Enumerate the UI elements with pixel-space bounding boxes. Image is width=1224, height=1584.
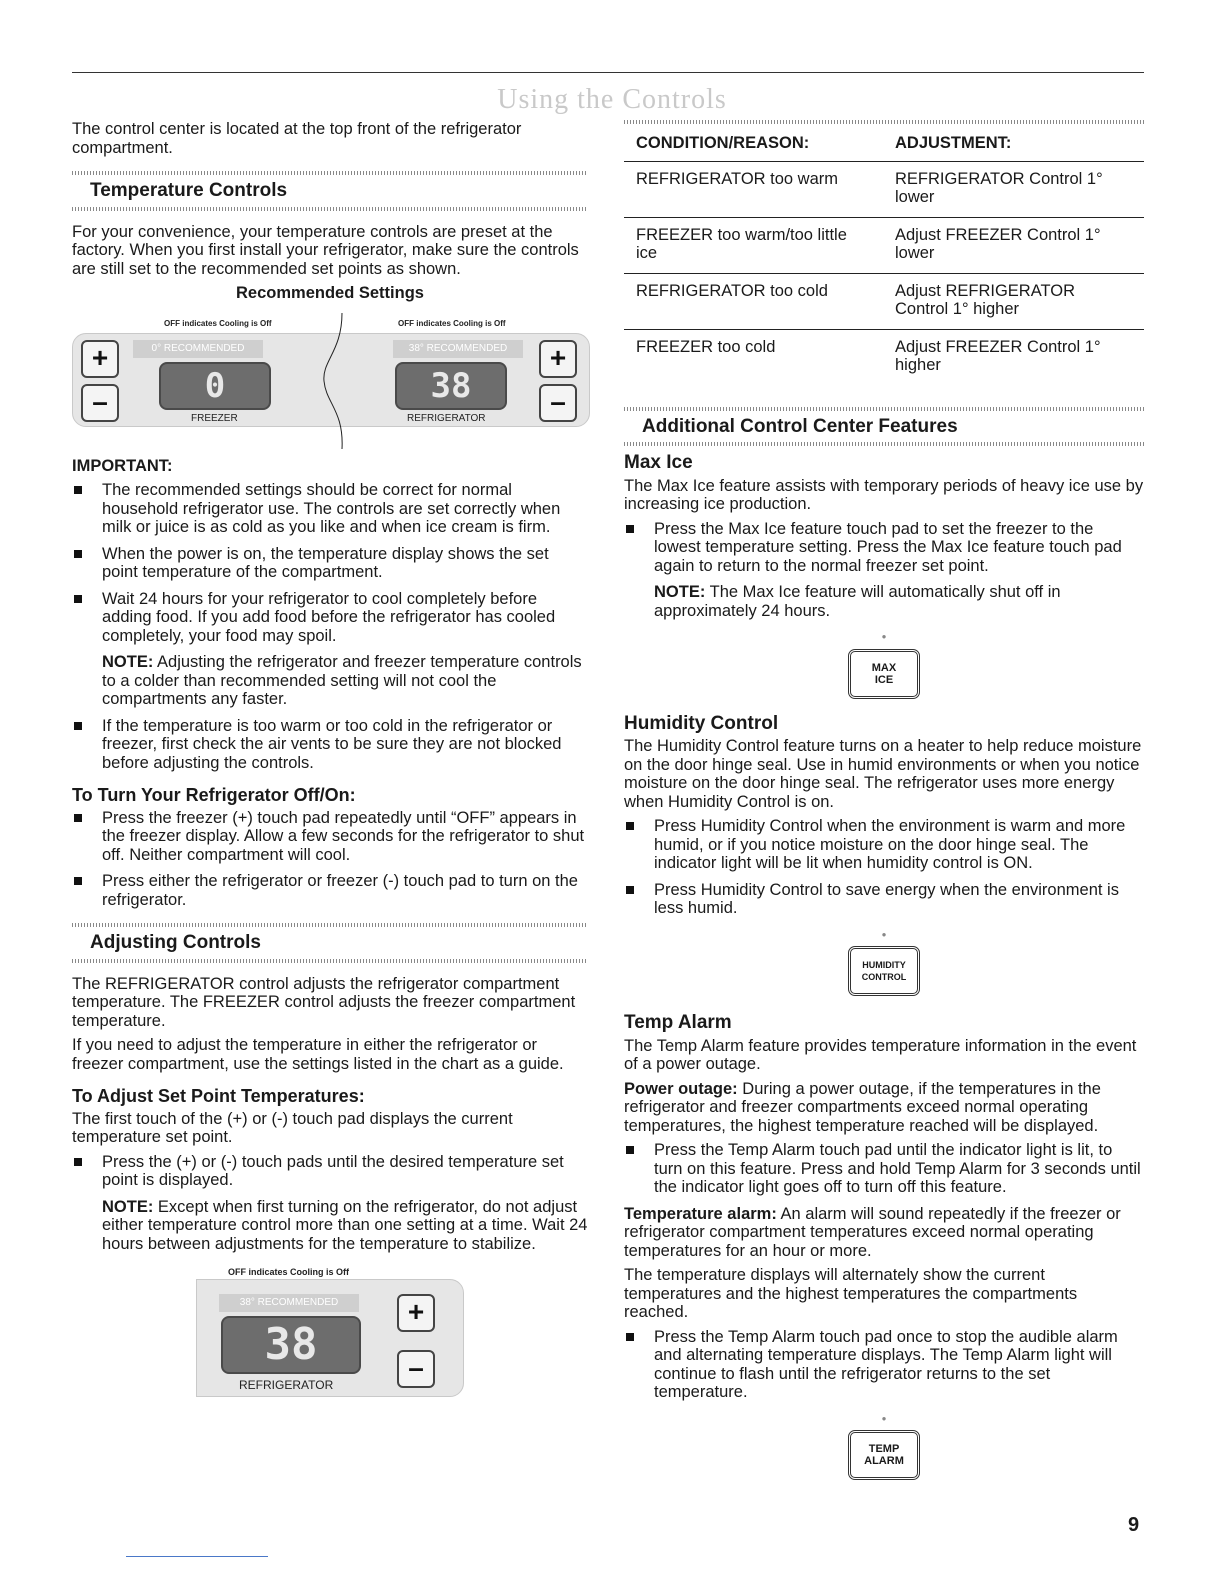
intro-text: The control center is located at the top front of the refrigerator compartment. — [72, 120, 522, 157]
table-cell: REFRIGERATOR too cold — [624, 273, 883, 329]
freezer-recommended-strip: 0° RECOMMENDED — [133, 340, 263, 358]
fridge-display: 38 — [221, 1316, 361, 1374]
table-cell: Adjust FREEZER Control 1° lower — [883, 217, 1144, 273]
important-list-cont — [72, 717, 588, 773]
temp-alarm-text: The Temp Alarm feature provides temperature information in the event of a power outage. — [624, 1036, 1137, 1073]
humidity-list — [624, 817, 1144, 918]
off-note-right: OFF indicates Cooling is Off — [398, 318, 506, 328]
temp-alarm-text-2: The temperature displays will alternately show the current temperatures and the highest temperatures the compartments reached. — [624, 1266, 1078, 1321]
note-label: NOTE: — [654, 583, 706, 601]
set-point-list — [72, 1153, 588, 1190]
section-rule — [72, 207, 588, 211]
fridge-control-panel — [196, 1279, 464, 1397]
fridge-recommended-strip: 38° RECOMMENDED — [393, 340, 523, 358]
table-cell: FREEZER too cold — [636, 337, 776, 356]
important-label: IMPORTANT: — [72, 456, 173, 475]
list-item: The recommended settings should be correct for normal household refrigerator use. The controls are set correctly when milk or juice is as cold as you like and when ice cream is firm. — [72, 481, 588, 537]
list-item: Press the Temp Alarm touch pad once to stop the audible alarm and alternating temperature displays. The Temp Alarm light will continue to flash until the refrigerator returns to the set temperature. — [624, 1328, 1144, 1402]
table-row — [624, 161, 1144, 217]
max-ice-heading: Max Ice — [624, 452, 693, 473]
recommended-settings-label: Recommended Settings — [236, 284, 424, 302]
table-header: CONDITION/REASON: — [624, 124, 883, 161]
indicator-light: ● — [881, 632, 887, 641]
adjusting-text-1: The REFRIGERATOR control adjusts the refrigerator compartment temperature. The FREEZER control adjusts the freezer compartment temperature. — [72, 974, 576, 1030]
temperature-alarm-text: Temperature alarm: An alarm will sound repeatedly if the freezer or refrigerator compartment temperatures exceed normal operating temperatures for an hour or more. — [624, 1204, 1121, 1260]
recommended-strip: 38° RECOMMENDED — [219, 1294, 359, 1312]
table-cell: Adjust REFRIGERATOR Control 1° higher — [883, 273, 1144, 329]
fridge-control-figure — [72, 1261, 588, 1401]
note-label: NOTE: — [102, 653, 154, 671]
table-row — [624, 329, 1144, 385]
humidity-control-button[interactable]: HUMIDITY CONTROL — [848, 946, 920, 996]
temp-alarm-list-2 — [624, 1328, 1144, 1402]
fridge-label: REFRIGERATOR — [407, 412, 486, 424]
recommended-settings-figure — [72, 311, 588, 451]
list-item: Press the Temp Alarm touch pad until the indicator light is lit, to turn on this feature. Press and hold Temp Alarm for 3 seconds until the indicator light goes off to turn off this feature. — [624, 1141, 1144, 1197]
note-text: NOTE: The Max Ice feature will automatically shut off in approximately 24 hours. — [654, 583, 1061, 620]
list-item: Press either the refrigerator or freezer (-) touch pad to turn on the refrigerator. — [72, 872, 588, 909]
table-row — [624, 217, 1144, 273]
freezer-label: FREEZER — [191, 412, 238, 424]
table-header: ADJUSTMENT: — [883, 124, 1144, 161]
fridge-plus-button[interactable]: + — [539, 340, 577, 378]
fridge-display: 38 — [395, 362, 507, 410]
humidity-text: The Humidity Control feature turns on a heater to help reduce moisture on the door hinge seal. Use in humid environments or when you notice moisture on the door hinge seal. The refrigerator uses more energy when Humidity Control is on. — [624, 737, 1142, 811]
set-point-heading: To Adjust Set Point Temperatures: — [72, 1086, 365, 1106]
minus-button[interactable]: – — [397, 1350, 435, 1388]
page-number: 9 — [1128, 1514, 1140, 1536]
max-ice-text: The Max Ice feature assists with temporary periods of heavy ice use by increasing ice production. — [624, 476, 1144, 513]
list-item: Press the Max Ice feature touch pad to set the freezer to the lowest temperature setting. Press the Max Ice feature touch pad again to return to the normal freezer set point. — [624, 520, 1144, 576]
set-point-text: The first touch of the (+) or (-) touch pad displays the current temperature set point. — [72, 1109, 513, 1146]
table-header-row — [624, 124, 1144, 161]
table-cell: REFRIGERATOR Control 1° lower — [883, 161, 1144, 217]
note-text: NOTE: Adjusting the refrigerator and freezer temperature controls to a colder than recommended setting will not cool the compartments any faster. — [102, 653, 582, 708]
plus-button[interactable]: + — [397, 1294, 435, 1332]
turn-off-on-list — [72, 809, 588, 910]
section-rule — [72, 959, 588, 963]
freezer-minus-button[interactable]: – — [81, 384, 119, 422]
list-item: Wait 24 hours for your refrigerator to cool completely before adding food. If you add food before the refrigerator has cooled completely, your food may spoil. — [72, 590, 588, 646]
temp-alarm-list — [624, 1141, 1144, 1197]
temp-alarm-button[interactable]: TEMP ALARM — [848, 1430, 920, 1480]
list-item: Press Humidity Control to save energy when the environment is less humid. — [624, 881, 1144, 918]
temp-controls-text: For your convenience, your temperature controls are preset at the factory. When you first install your refrigerator, make sure the controls are still set to the recommended set points as shown. — [72, 222, 579, 278]
bottom-link-line — [126, 1556, 268, 1557]
indicator-light: ● — [881, 1413, 887, 1423]
table-row — [624, 273, 1144, 329]
temperature-alarm-label: Temperature alarm: — [624, 1204, 777, 1223]
fridge-label: REFRIGERATOR — [239, 1378, 334, 1392]
off-note: OFF indicates Cooling is Off — [228, 1267, 350, 1277]
section-heading-additional-features: Additional Control Center Features — [642, 415, 958, 437]
temp-alarm-heading: Temp Alarm — [624, 1012, 732, 1033]
section-heading-temperature-controls: Temperature Controls — [90, 180, 288, 201]
list-item: Press the (+) or (-) touch pads until the desired temperature set point is displayed. — [72, 1153, 588, 1190]
table-cell: Adjust FREEZER Control 1° higher — [895, 337, 1101, 374]
indicator-light: ● — [881, 929, 887, 939]
list-item: If the temperature is too warm or too cold in the refrigerator or freezer, first check the air vents to be sure they are not blocked before adjusting the controls. — [72, 717, 588, 773]
list-item: Press Humidity Control when the environment is warm and more humid, or if you notice moisture on the door hinge seal. The indicator light will be lit when humidity control is ON. — [624, 817, 1144, 873]
off-note-left: OFF indicates Cooling is Off — [164, 318, 272, 328]
section-rule — [624, 442, 1144, 446]
note-label: NOTE: — [102, 1197, 154, 1216]
table-cell: REFRIGERATOR too warm — [624, 161, 883, 217]
fridge-minus-button[interactable]: – — [539, 384, 577, 422]
max-ice-button[interactable]: MAX ICE — [848, 649, 920, 699]
humidity-heading: Humidity Control — [624, 712, 779, 734]
max-ice-list — [624, 520, 1144, 576]
page-title: Using the Controls — [497, 84, 727, 115]
panel-break-line — [318, 311, 348, 451]
section-heading-adjusting-controls: Adjusting Controls — [90, 932, 261, 953]
important-list — [72, 481, 588, 645]
adjustment-table — [624, 124, 1144, 385]
top-rule — [72, 72, 1144, 73]
turn-off-on-heading: To Turn Your Refrigerator Off/On: — [72, 785, 356, 805]
list-item: When the power is on, the temperature display shows the set point temperature of the compartment. — [72, 545, 588, 582]
table-cell: FREEZER too warm/too little ice — [624, 217, 883, 273]
right-column — [624, 120, 1144, 1480]
power-outage-text: Power outage: During a power outage, if the temperatures in the refrigerator and freezer compartments exceed normal operating temperatures, the highest temperature reached will be displayed. — [624, 1079, 1101, 1135]
adjusting-text-2: If you need to adjust the temperature in either the refrigerator or freezer compartment, use the settings listed in the chart as a guide. — [72, 1036, 564, 1073]
list-item: Press the freezer (+) touch pad repeatedly until “OFF” appears in the freezer display. Allow a few seconds for the refrigerator to shut off. Neither compartment will cool. — [72, 809, 588, 865]
freezer-display: 0 — [159, 362, 271, 410]
note-text: NOTE: Except when first turning on the refrigerator, do not adjust either temperature control more than one setting at a time. Wait 24 hours between adjustments for the temperature to stabilize. — [102, 1197, 588, 1253]
freezer-plus-button[interactable]: + — [81, 340, 119, 378]
left-column — [72, 120, 588, 1401]
power-outage-label: Power outage: — [624, 1079, 738, 1098]
